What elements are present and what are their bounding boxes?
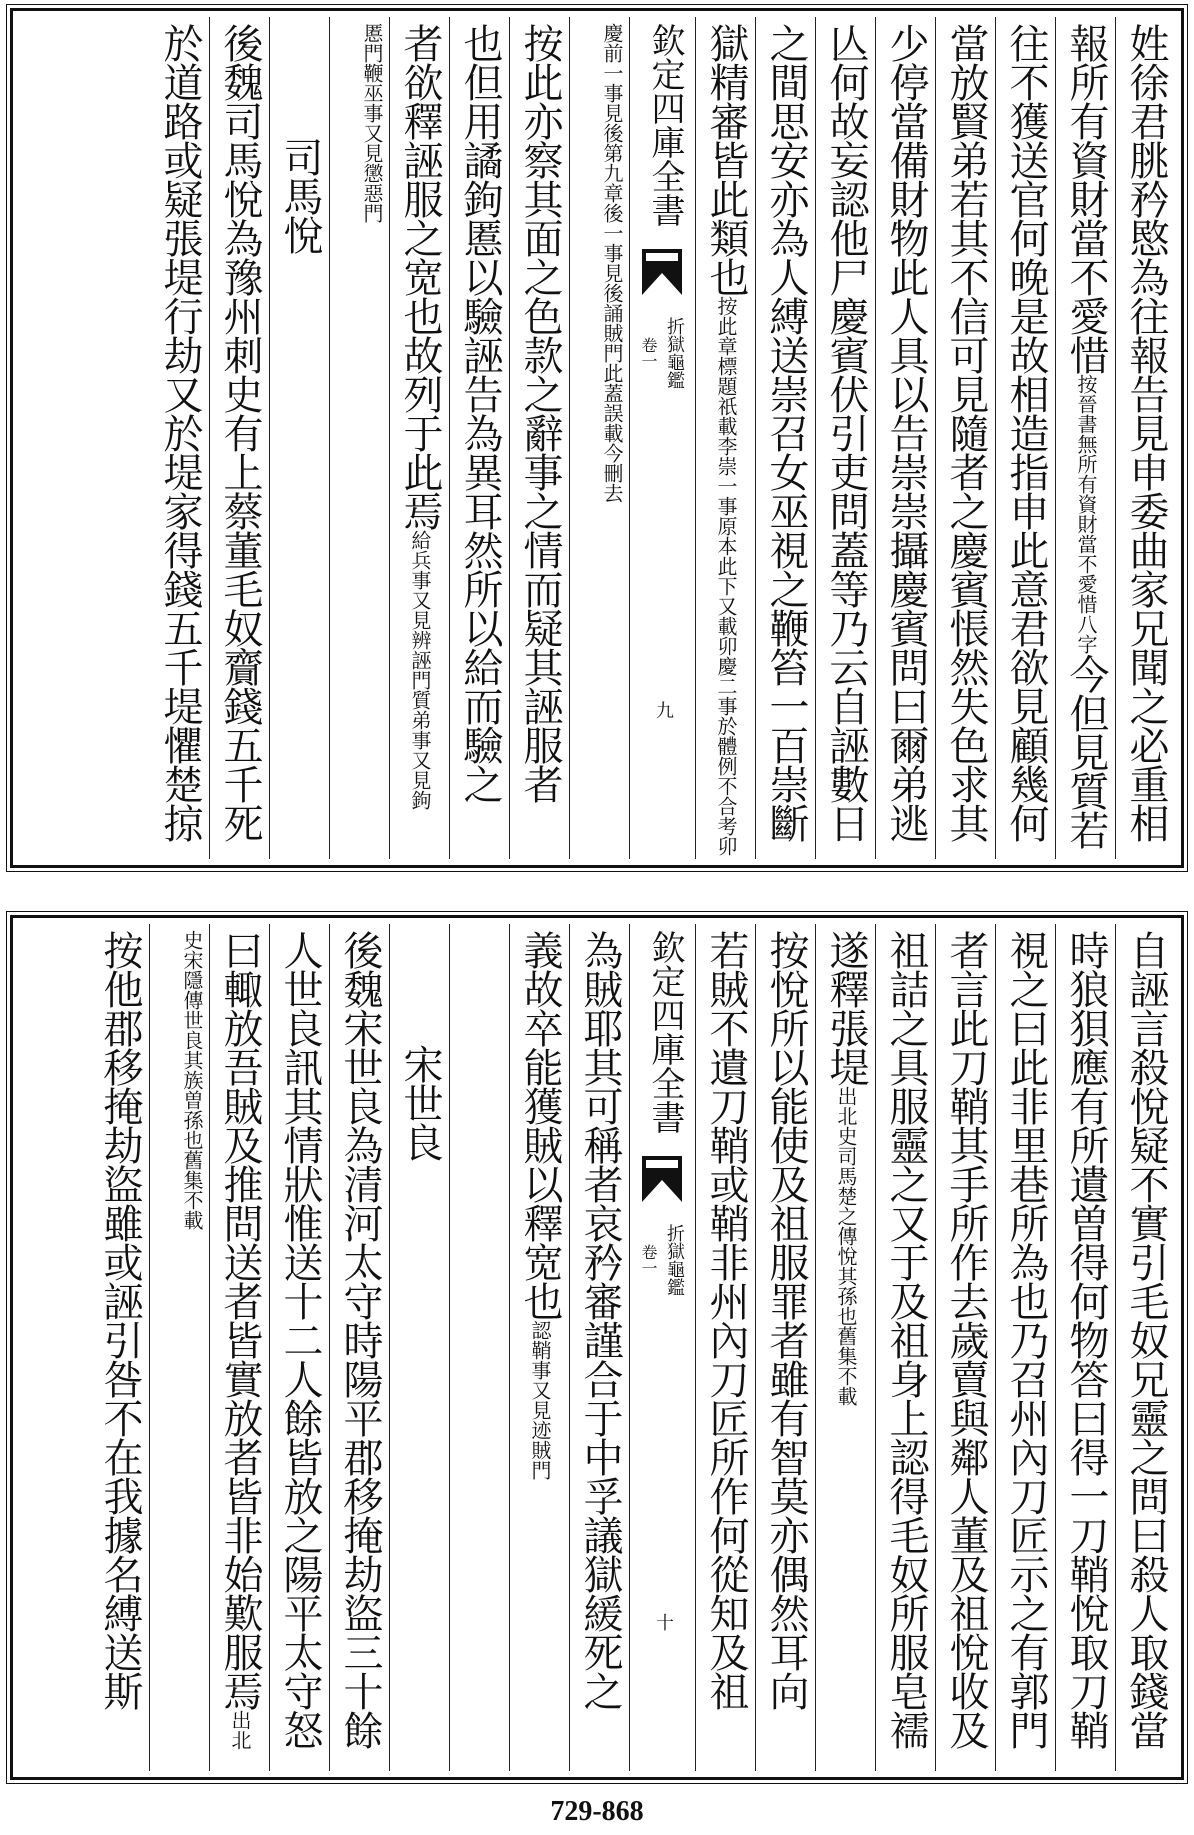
column-text: 祖詰之具服靈之又于及祖身上認得毛奴所服皂襦 [883, 930, 929, 1749]
column-text: 獄精審皆此類也 [703, 23, 749, 296]
text-column [209, 17, 269, 859]
column-text: 姓徐君朓矜愍為往報告見申委曲家兄聞之必重相 [1123, 23, 1169, 842]
column-text: 曰輙放吾賊及推問送者皆實放者皆非始歎服焉 [217, 930, 263, 1710]
text-column [995, 924, 1055, 1771]
annotation-note: 慶前一事見後第九章後一事見後誦賊門此蓋誤載今刪去 [600, 23, 624, 503]
annotation-note: 按此章標題祇載李崇一事原本此下又載卯慶二事於體例不合考卯 [714, 296, 738, 856]
text-column [695, 17, 755, 859]
column-text: 往不獲送官何晚是故相造指申此意君欲見顧幾何 [1003, 23, 1049, 842]
text-column [1055, 17, 1115, 859]
text-column [875, 924, 935, 1771]
column-text: 報所有資財當不愛惜 [1063, 23, 1109, 374]
text-column [509, 17, 569, 859]
volume-label: 卷一 [639, 337, 658, 369]
text-column [1115, 924, 1175, 1771]
upper-page-panel [10, 8, 1184, 868]
column-text-continued: 今但見質若 [1063, 654, 1109, 849]
column-text: 按悅所以能使及祖服罪者雖有智莫亦偶然耳向 [763, 930, 809, 1710]
text-column [995, 17, 1055, 859]
section-heading [389, 924, 449, 1771]
column-text: 按此亦察其面之色款之辭事之情而疑其誣服者 [517, 23, 563, 803]
column-text: 若賊不遺刀鞘或鞘非州內刀匠所作何從知及祖 [703, 930, 749, 1710]
column-text: 司馬悅 [277, 137, 323, 254]
annotation-note: 慝門鞭巫事又見懲惡門 [360, 23, 384, 223]
column-text: 者欲釋誣服之宽也故列于此焉 [397, 23, 443, 530]
column-text: 後魏宋世良為清河太守時陽平郡移掩劫盜三十餘 [337, 930, 383, 1749]
section-heading [269, 17, 329, 859]
book-title: 折獄龜鑑 [664, 317, 685, 389]
column-text: 自誣言殺悅疑不實引毛奴兄靈之問曰殺人取錢當 [1123, 930, 1169, 1749]
column-text: 時狼狽應有所遺曽得何物答曰得一刀鞘悅取刀鞘 [1063, 930, 1109, 1749]
column-text: 之間思安亦為人縛送崇召女巫視之鞭笞一百崇斷 [763, 23, 809, 842]
text-column [875, 17, 935, 859]
text-column [1055, 924, 1115, 1771]
text-column [89, 924, 149, 1771]
volume-label: 卷一 [639, 1244, 658, 1276]
text-column [1115, 17, 1175, 859]
lower-columns [19, 924, 1175, 1771]
lower-page-panel [10, 915, 1184, 1780]
leaf-number: 十 [653, 1613, 674, 1631]
text-column [695, 924, 755, 1771]
text-column [569, 924, 629, 1771]
collection-title: 欽定四庫全書 [645, 23, 685, 227]
text-column [149, 17, 209, 859]
fishtail-mark-icon [640, 249, 684, 295]
column-text: 宋世良 [397, 1044, 443, 1161]
text-column [509, 924, 569, 1771]
center-fold-column [629, 924, 695, 1771]
text-column [449, 924, 509, 1771]
collection-title: 欽定四庫全書 [645, 930, 685, 1134]
column-text: 於道路或疑張堤行劫又於堤家得錢五千堤懼楚掠 [157, 23, 203, 842]
text-column [209, 924, 269, 1771]
column-text: 人世良訊其情狀惟送十二人餘皆放之陽平太守怒 [277, 930, 323, 1749]
column-text: 當放賢弟若其不信可見隨者之慶賓悵然失色求其 [943, 23, 989, 842]
column-text: 視之曰此非里巷所為也乃召州內刀匠示之有郭門 [1003, 930, 1049, 1749]
column-text: 者言此刀鞘其手所作去歲賣與鄰人董及祖悅收及 [943, 930, 989, 1749]
column-text: 按他郡移掩劫盜雖或誣引咎不在我據名縛送斯 [97, 930, 143, 1710]
center-fold-column [629, 17, 695, 859]
column-text: 為賊耶其可稱者哀矜審謹合于中孚議獄緩死之 [577, 930, 623, 1710]
book-title: 折獄龜鑑 [664, 1224, 685, 1296]
annotation-note: 出北 [228, 1710, 252, 1750]
annotation-column [149, 924, 209, 1771]
text-column [755, 924, 815, 1771]
text-column [329, 924, 389, 1771]
text-column [815, 924, 875, 1771]
column-text: 遂釋張堤 [823, 930, 869, 1086]
text-column [935, 924, 995, 1771]
text-column [815, 17, 875, 859]
column-text: 亾何故妄認他尸慶賓伏引吏問蓋等乃云自誣數日 [823, 23, 869, 842]
annotation-note: 按晉書無所有資財當不愛惜八字 [1074, 374, 1098, 654]
annotation-note: 史宋隱傳世良其族曽孫也舊集不載 [180, 930, 204, 1230]
page-number: 729-868 [550, 1796, 644, 1827]
column-text: 也但用譎鉤慝以驗誣告為異耳然所以給而驗之 [457, 23, 503, 803]
text-column [935, 17, 995, 859]
annotation-note: 給兵事又見辨誣門質弟事又見鉤 [408, 530, 432, 810]
upper-columns [19, 17, 1175, 859]
annotation-column [569, 17, 629, 859]
text-column [269, 924, 329, 1771]
leaf-number: 九 [653, 701, 674, 719]
column-text: 後魏司馬悅為豫州刺史有上蔡董毛奴齎錢五千死 [217, 23, 263, 842]
annotation-column [329, 17, 389, 859]
fishtail-mark-icon [640, 1156, 684, 1202]
text-column [449, 17, 509, 859]
column-text: 少停當備財物此人具以告崇崇攝慶賓問曰爾弟逃 [883, 23, 929, 842]
text-column [389, 17, 449, 859]
annotation-note: 認鞘事又見迹賊門 [528, 1320, 552, 1480]
text-column [755, 17, 815, 859]
annotation-note: 出北史司馬楚之傳悅其孫也舊集不載 [834, 1086, 858, 1406]
column-text: 義故卒能獲賊以釋宽也 [517, 930, 563, 1320]
